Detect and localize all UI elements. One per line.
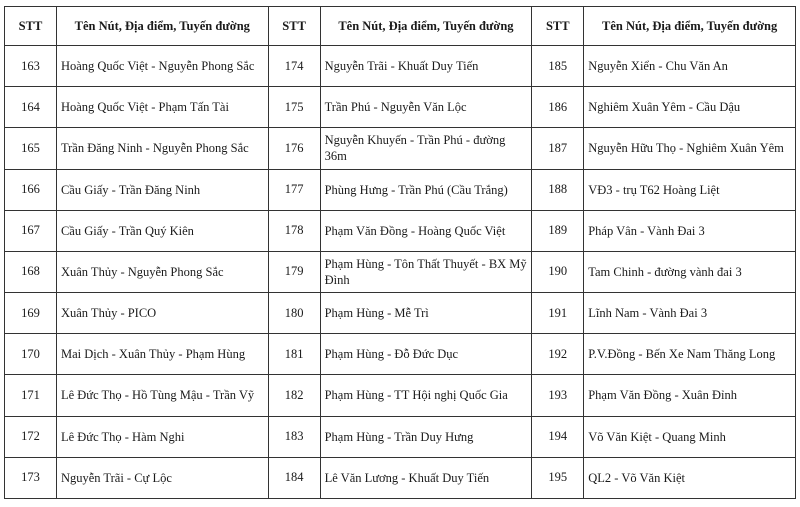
intersection-table [4, 6, 796, 499]
stt-cell: 166 [5, 169, 57, 210]
stt-cell: 165 [5, 128, 57, 169]
stt-cell: 163 [5, 46, 57, 87]
location-cell: Nghiêm Xuân Yêm - Cầu Dậu [584, 87, 796, 128]
stt-cell: 178 [268, 210, 320, 251]
location-cell: Phạm Hùng - Tôn Thất Thuyết - BX Mỹ Đình [320, 251, 532, 292]
location-cell: Nguyễn Xiển - Chu Văn An [584, 46, 796, 87]
location-cell: Trần Đăng Ninh - Nguyễn Phong Sắc [56, 128, 268, 169]
location-cell: Trần Phú - Nguyễn Văn Lộc [320, 87, 532, 128]
header-stt: STT [532, 7, 584, 46]
location-cell: Phạm Hùng - Mễ Trì [320, 293, 532, 334]
stt-cell: 189 [532, 210, 584, 251]
stt-cell: 164 [5, 87, 57, 128]
stt-cell: 174 [268, 46, 320, 87]
location-cell: Nguyễn Trãi - Cự Lộc [56, 457, 268, 498]
location-cell: Lê Đức Thọ - Hồ Tùng Mậu - Trần Vỹ [56, 375, 268, 416]
stt-cell: 179 [268, 251, 320, 292]
stt-cell: 194 [532, 416, 584, 457]
table-row [5, 457, 796, 498]
stt-cell: 173 [5, 457, 57, 498]
stt-cell: 186 [532, 87, 584, 128]
location-cell: Xuân Thủy - Nguyễn Phong Sắc [56, 251, 268, 292]
stt-cell: 195 [532, 457, 584, 498]
stt-cell: 190 [532, 251, 584, 292]
location-cell: Nguyễn Trãi - Khuất Duy Tiến [320, 46, 532, 87]
stt-cell: 180 [268, 293, 320, 334]
stt-cell: 188 [532, 169, 584, 210]
location-cell: Xuân Thủy - PICO [56, 293, 268, 334]
location-cell: Phạm Hùng - TT Hội nghị Quốc Gia [320, 375, 532, 416]
stt-cell: 168 [5, 251, 57, 292]
location-cell: Mai Dịch - Xuân Thủy - Phạm Hùng [56, 334, 268, 375]
location-cell: Võ Văn Kiệt - Quang Minh [584, 416, 796, 457]
location-cell: QL2 - Võ Văn Kiệt [584, 457, 796, 498]
table-row [5, 375, 796, 416]
location-cell: Phùng Hưng - Trần Phú (Cầu Trắng) [320, 169, 532, 210]
stt-cell: 191 [532, 293, 584, 334]
stt-cell: 183 [268, 416, 320, 457]
table-row [5, 334, 796, 375]
location-cell: Lê Văn Lương - Khuất Duy Tiến [320, 457, 532, 498]
header-name: Tên Nút, Địa điểm, Tuyến đường [584, 7, 796, 46]
table-row [5, 87, 796, 128]
table-body [5, 46, 796, 499]
location-cell: Phạm Văn Đồng - Xuân Đỉnh [584, 375, 796, 416]
stt-cell: 167 [5, 210, 57, 251]
table-row [5, 210, 796, 251]
header-name: Tên Nút, Địa điểm, Tuyến đường [56, 7, 268, 46]
location-cell: Pháp Vân - Vành Đai 3 [584, 210, 796, 251]
header-name: Tên Nút, Địa điểm, Tuyến đường [320, 7, 532, 46]
table-row [5, 46, 796, 87]
table-row [5, 169, 796, 210]
location-cell: P.V.Đồng - Bến Xe Nam Thăng Long [584, 334, 796, 375]
location-cell: Hoàng Quốc Việt - Phạm Tấn Tài [56, 87, 268, 128]
stt-cell: 182 [268, 375, 320, 416]
location-cell: Hoàng Quốc Việt - Nguyễn Phong Sắc [56, 46, 268, 87]
location-cell: Cầu Giấy - Trần Quý Kiên [56, 210, 268, 251]
location-cell: VĐ3 - trụ T62 Hoàng Liệt [584, 169, 796, 210]
table-row [5, 416, 796, 457]
table-row [5, 251, 796, 292]
stt-cell: 184 [268, 457, 320, 498]
stt-cell: 169 [5, 293, 57, 334]
stt-cell: 177 [268, 169, 320, 210]
stt-cell: 185 [532, 46, 584, 87]
stt-cell: 170 [5, 334, 57, 375]
table-row [5, 293, 796, 334]
location-cell: Phạm Hùng - Trần Duy Hưng [320, 416, 532, 457]
location-cell: Nguyễn Hữu Thọ - Nghiêm Xuân Yêm [584, 128, 796, 169]
location-cell: Nguyễn Khuyến - Trần Phú - đường 36m [320, 128, 532, 169]
location-cell: Phạm Hùng - Đỗ Đức Dục [320, 334, 532, 375]
location-cell: Lĩnh Nam - Vành Đai 3 [584, 293, 796, 334]
location-cell: Phạm Văn Đồng - Hoàng Quốc Việt [320, 210, 532, 251]
header-stt: STT [268, 7, 320, 46]
location-cell: Tam Chinh - đường vành đai 3 [584, 251, 796, 292]
stt-cell: 181 [268, 334, 320, 375]
stt-cell: 193 [532, 375, 584, 416]
location-cell: Lê Đức Thọ - Hàm Nghi [56, 416, 268, 457]
table-row [5, 128, 796, 169]
header-row [5, 7, 796, 46]
stt-cell: 175 [268, 87, 320, 128]
stt-cell: 176 [268, 128, 320, 169]
location-cell: Cầu Giấy - Trần Đăng Ninh [56, 169, 268, 210]
stt-cell: 187 [532, 128, 584, 169]
stt-cell: 192 [532, 334, 584, 375]
header-stt: STT [5, 7, 57, 46]
stt-cell: 171 [5, 375, 57, 416]
stt-cell: 172 [5, 416, 57, 457]
